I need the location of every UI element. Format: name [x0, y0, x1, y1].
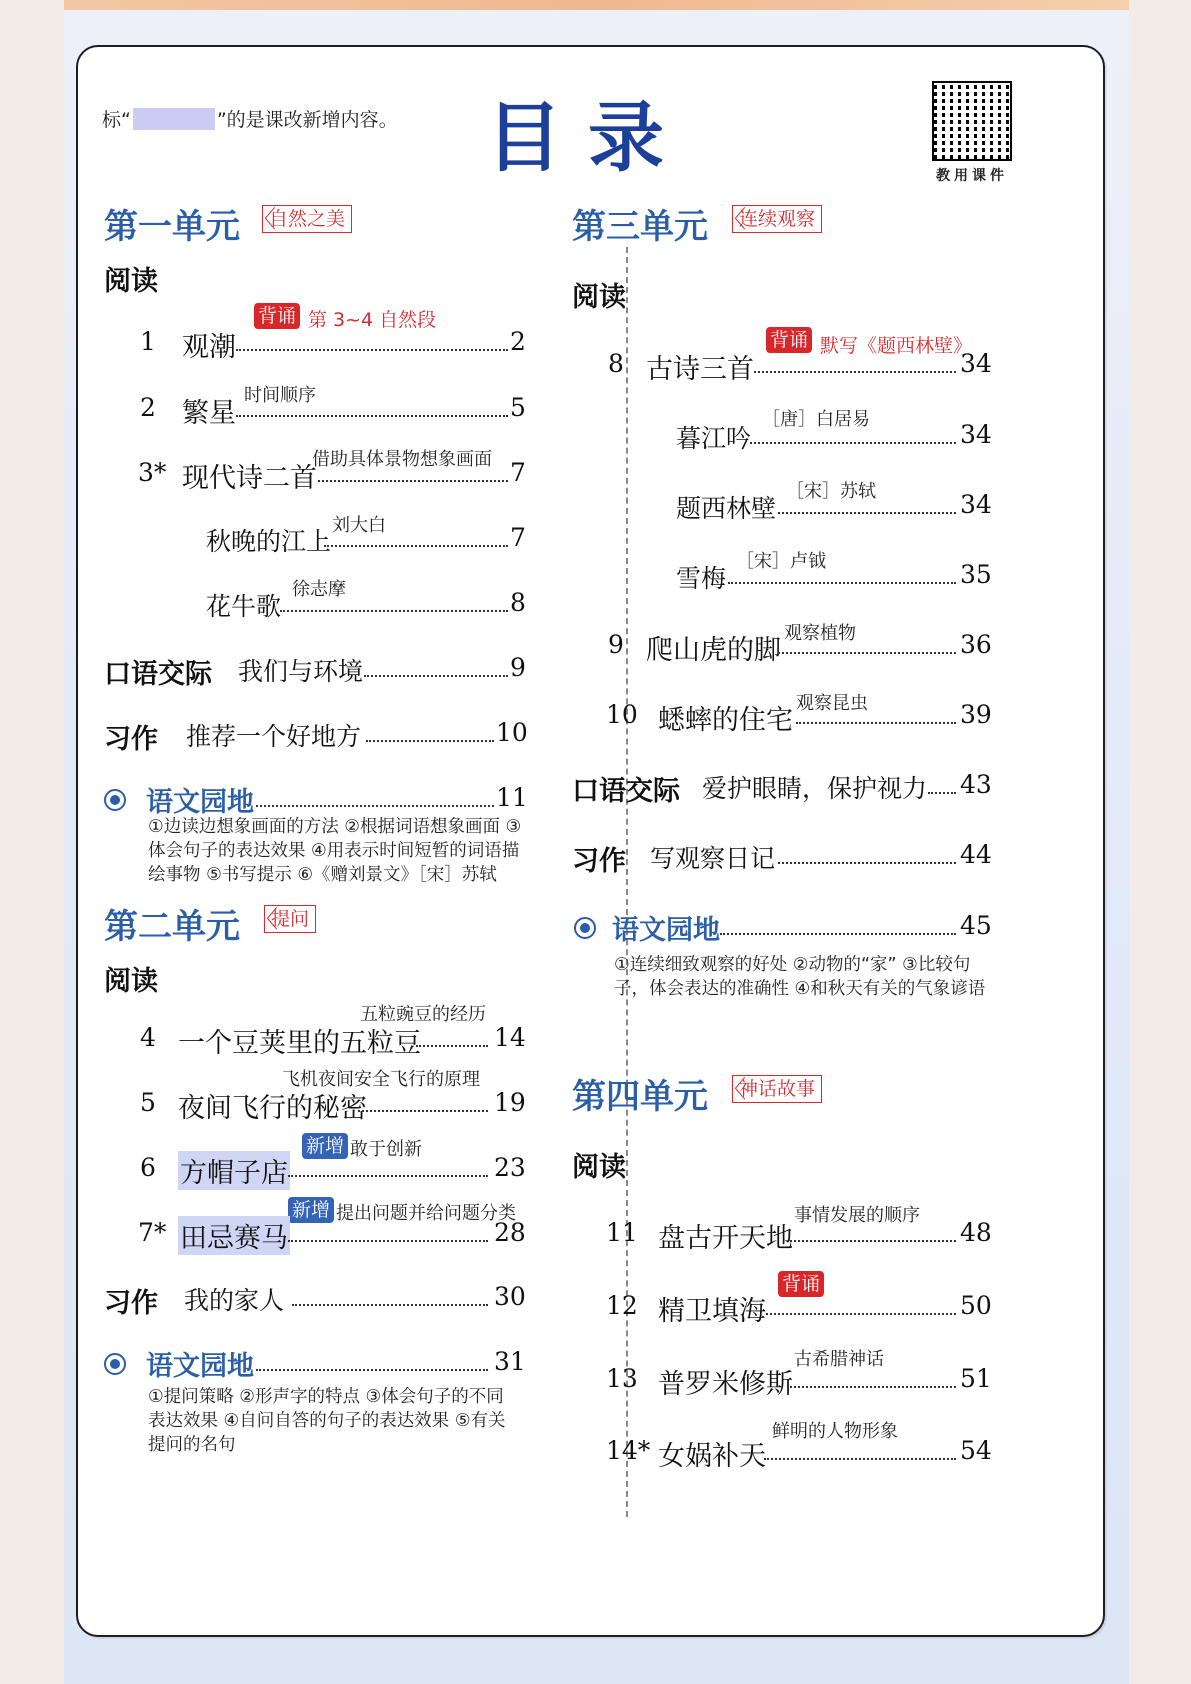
recite-badge: 背诵	[778, 1271, 824, 1297]
new-badge: 新增	[288, 1197, 334, 1223]
unit-2-title: 第二单元	[104, 907, 240, 947]
unit-1-theme: 自然之美	[262, 205, 352, 233]
entry-3b-author: 徐志摩	[292, 579, 346, 600]
leader-dots	[778, 512, 956, 514]
entry-11-number: 11	[606, 1218, 638, 1247]
entry-7-number: 7*	[138, 1218, 167, 1247]
recite-badge: 背诵	[766, 327, 812, 353]
writing-heading-3: 习作	[572, 846, 626, 877]
leader-dots	[318, 480, 508, 482]
entry-3b-title[interactable]: 花牛歌	[206, 592, 282, 621]
unit-2-theme: 提问	[264, 905, 316, 933]
leader-dots	[790, 1386, 956, 1388]
garden-3-description: ①连续细致观察的好处 ②动物的“家” ③比较句子，体会表达的准确性 ④和秋天有关的气象谚语	[614, 955, 986, 999]
writing-heading-1: 习作	[104, 724, 158, 755]
entry-12-number: 12	[606, 1291, 638, 1320]
garden-1-page: 11	[496, 783, 528, 812]
unit-4-theme: 神话故事	[732, 1075, 822, 1103]
garden-1-title[interactable]: 语文园地	[146, 787, 254, 818]
leader-dots	[366, 740, 494, 742]
leader-dots	[256, 805, 494, 807]
leader-dots	[280, 610, 508, 612]
entry-4-title[interactable]: 一个豆荚里的五粒豆	[178, 1028, 421, 1059]
oral-3-page: 43	[960, 770, 992, 799]
highlight-swatch	[133, 108, 215, 130]
entry-8c-page: 35	[960, 560, 992, 589]
entry-14-number: 14*	[606, 1436, 651, 1465]
entry-3-title[interactable]: 现代诗二首	[182, 463, 317, 494]
writing-1-page: 10	[496, 718, 528, 747]
unit-1-title: 第一单元	[104, 207, 240, 247]
oral-1-title[interactable]: 我们与环境	[238, 657, 364, 686]
reading-heading-4: 阅读	[572, 1152, 626, 1183]
entry-13-note: 古希腊神话	[794, 1349, 884, 1370]
garden-target-icon	[574, 917, 596, 939]
entry-9-note: 观察植物	[784, 623, 856, 644]
entry-2-title[interactable]: 繁星	[182, 398, 236, 429]
unit-3-title: 第三单元	[572, 207, 708, 247]
leader-dots	[256, 1369, 488, 1371]
entry-6-number: 6	[140, 1153, 156, 1182]
garden-2-description: ①提问策略 ②形声字的特点 ③体会句子的不同表达效果 ④自问自答的句子的表达效果 ⑤有关提问的名句	[148, 1387, 506, 1455]
leader-dots	[720, 933, 956, 935]
entry-1-title[interactable]: 观潮	[182, 332, 236, 363]
entry-3-note: 借助具体景物想象画面	[312, 449, 492, 470]
entry-10-note: 观察昆虫	[796, 693, 868, 714]
oral-3-title[interactable]: 爱护眼睛，保护视力	[702, 774, 928, 803]
entry-12-title[interactable]: 精卫填海	[658, 1296, 766, 1327]
entry-8b-author: ［宋］苏轼	[786, 481, 876, 502]
entry-4-number: 4	[140, 1023, 156, 1052]
garden-2-page: 31	[494, 1347, 526, 1376]
entry-8a-author: ［唐］白居易	[762, 409, 870, 430]
writing-2-page: 30	[494, 1282, 526, 1311]
new-content-note	[102, 105, 398, 132]
leader-dots	[928, 792, 956, 794]
unit-3-theme: 连续观察	[732, 205, 822, 233]
oral-heading-3: 口语交际	[572, 776, 680, 807]
leader-dots	[292, 1304, 488, 1306]
entry-8b-page: 34	[960, 490, 992, 519]
entry-13-number: 13	[606, 1364, 638, 1393]
entry-5-page: 19	[494, 1088, 526, 1117]
qr-code[interactable]	[932, 81, 1012, 161]
unit-4-title: 第四单元	[572, 1077, 708, 1117]
entry-6-page: 23	[494, 1153, 526, 1182]
entry-4-note: 五粒豌豆的经历	[360, 1004, 486, 1025]
writing-1-title[interactable]: 推荐一个好地方	[186, 722, 362, 751]
leader-dots	[358, 1110, 488, 1112]
entry-1-note: 第 3~4 自然段	[308, 309, 437, 331]
leader-dots	[728, 582, 956, 584]
new-badge: 新增	[302, 1133, 348, 1159]
entry-3-page: 7	[510, 458, 526, 487]
entry-9-number: 9	[608, 630, 624, 659]
entry-1-page: 2	[510, 327, 526, 356]
page-title: 目录	[486, 93, 690, 182]
entry-2-page: 5	[510, 393, 526, 422]
entry-1-number: 1	[140, 327, 156, 356]
reading-heading-3: 阅读	[572, 282, 626, 313]
entry-8a-title[interactable]: 暮江吟	[676, 424, 752, 453]
leader-dots	[324, 545, 508, 547]
entry-2-note: 时间顺序	[244, 385, 316, 406]
leader-dots	[754, 371, 956, 373]
note-suffix: ”的是课改新增内容。	[216, 109, 398, 131]
oral-heading-1: 口语交际	[104, 659, 212, 690]
entry-7-title[interactable]: 田忌赛马	[178, 1216, 290, 1255]
entry-12-page: 50	[960, 1291, 992, 1320]
entry-5-number: 5	[140, 1088, 156, 1117]
entry-6-title[interactable]: 方帽子店	[178, 1151, 290, 1190]
toc-card: 标“ ”的是课改新增内容。 目录 教用课件 第一单元 〈 自然之美 阅读 背诵 第 3~4 自然段 1 观潮 2 时间顺序 2 繁星 5 借助具体景物想象画面 3* 现代诗二首 7 刘大白 秋晚的江上 7 徐志摩 花牛歌 8 口语交际 我们与环境 9 习作 推荐一个好地方 10 语文园地 11 ①边读边想象画面的方法 ②根据词语想象画面 ③体会句子的表达效果 ④用表示时间短暂的词语描绘事物 ⑤书写提示 ⑥《赠刘景文》［宋］苏轼 第二单元 〈 提问 阅读 五粒豌豆的经历 4 一个豆荚里的五粒豆 14 飞机夜间安全飞行的原理 5 夜间飞行的秘密 19 新增 敢于创新 6 方帽子店 23 新增 提出问题并给问题分类 7* 田忌赛马 28 习作 我的家人 30 语文园地 31 ①提问策略 ②形声字的特点 ③体会句子的不同表达效果 ④自问自答的句子的表达效果 ⑤有关提问的名句 第三单元 〈 连续观察 阅读 背诵 默写《题西林壁》 8 古诗三首 34 ［唐］白居易 暮江吟 34 ［宋］苏轼 题西林壁 34 ［宋］卢钺 雪梅 35 观察植物 9 爬山虎的脚 36 观察昆虫 10 蟋蟀的住宅 39 口语交际 爱护眼睛，保护视力 43 习作 写观察日记 44 语文园地 45 ①连续细致观察的好处 ②动物的“家” ③比较句子，体会表达的准确性 ④和秋天有关的气象谚语 第四单元 〈 神话故事 阅读 事情发展的顺序 11 盘古开天地 48 背诵 12 精卫填海 50 古希腊神话 13 普罗米修斯 51 鲜明的人物形象 14* 女娲补天 54	[76, 45, 1105, 1637]
entry-3b-page: 8	[510, 588, 526, 617]
leader-dots	[416, 1045, 488, 1047]
entry-7-note: 提出问题并给问题分类	[336, 1203, 516, 1224]
entry-8-number: 8	[608, 349, 624, 378]
column-divider	[626, 247, 628, 1517]
note-prefix: 标“	[102, 109, 131, 131]
entry-4-page: 14	[494, 1023, 526, 1052]
entry-13-title[interactable]: 普罗米修斯	[658, 1369, 793, 1400]
entry-10-page: 39	[960, 700, 992, 729]
entry-8-note: 默写《题西林壁》	[820, 335, 973, 357]
leader-dots	[236, 415, 508, 417]
leader-dots	[236, 349, 508, 351]
entry-3a-author: 刘大白	[332, 515, 386, 536]
garden-3-page: 45	[960, 911, 992, 940]
entry-8-page: 34	[960, 349, 992, 378]
entry-6-note: 敢于创新	[350, 1139, 422, 1160]
entry-9-page: 36	[960, 630, 992, 659]
leader-dots	[288, 1175, 488, 1177]
reading-heading-1: 阅读	[104, 266, 158, 297]
entry-7-page: 28	[494, 1218, 526, 1247]
entry-11-note: 事情发展的顺序	[794, 1205, 920, 1226]
entry-3-number: 3*	[138, 458, 167, 487]
leader-dots	[778, 862, 956, 864]
leader-dots	[364, 675, 508, 677]
entry-5-title[interactable]: 夜间飞行的秘密	[178, 1093, 367, 1124]
writing-3-page: 44	[960, 840, 992, 869]
garden-target-icon	[104, 1353, 126, 1375]
entry-5-note: 飞机夜间安全飞行的原理	[282, 1069, 480, 1090]
reading-heading-2: 阅读	[104, 966, 158, 997]
garden-3-title[interactable]: 语文园地	[612, 915, 720, 946]
leader-dots	[778, 652, 956, 654]
leader-dots	[790, 1240, 956, 1242]
entry-14-title[interactable]: 女娲补天	[658, 1441, 766, 1472]
entry-14-page: 54	[960, 1436, 992, 1465]
leader-dots	[750, 442, 956, 444]
garden-target-icon	[104, 789, 126, 811]
recite-badge: 背诵	[254, 303, 300, 329]
oral-1-page: 9	[510, 653, 526, 682]
entry-2-number: 2	[140, 393, 156, 422]
entry-3a-title[interactable]: 秋晚的江上	[206, 527, 332, 556]
writing-3-title[interactable]: 写观察日记	[650, 844, 776, 873]
top-color-strip	[64, 0, 1129, 10]
entry-8c-title[interactable]: 雪梅	[676, 564, 727, 593]
entry-8a-page: 34	[960, 420, 992, 449]
entry-8b-title[interactable]: 题西林壁	[676, 494, 777, 523]
leader-dots	[796, 722, 956, 724]
entry-11-page: 48	[960, 1218, 992, 1247]
entry-8-title[interactable]: 古诗三首	[646, 354, 754, 385]
garden-1-description: ①边读边想象画面的方法 ②根据词语想象画面 ③体会句子的表达效果 ④用表示时间短暂的词语描绘事物 ⑤书写提示 ⑥《赠刘景文》［宋］苏轼	[148, 817, 522, 885]
writing-heading-2: 习作	[104, 1288, 158, 1319]
entry-14-note: 鲜明的人物形象	[772, 1421, 898, 1442]
leader-dots	[764, 1458, 956, 1460]
entry-9-title[interactable]: 爬山虎的脚	[646, 635, 781, 666]
entry-10-title[interactable]: 蟋蟀的住宅	[658, 705, 793, 736]
qr-label: 教用课件	[936, 168, 1008, 184]
garden-2-title[interactable]: 语文园地	[146, 1351, 254, 1382]
writing-2-title[interactable]: 我的家人	[184, 1286, 285, 1315]
leader-dots	[766, 1313, 956, 1315]
entry-11-title[interactable]: 盘古开天地	[658, 1223, 793, 1254]
entry-10-number: 10	[606, 700, 638, 729]
entry-13-page: 51	[960, 1364, 992, 1393]
entry-3a-page: 7	[510, 523, 526, 552]
leader-dots	[288, 1240, 488, 1242]
entry-8c-author: ［宋］卢钺	[736, 551, 826, 572]
